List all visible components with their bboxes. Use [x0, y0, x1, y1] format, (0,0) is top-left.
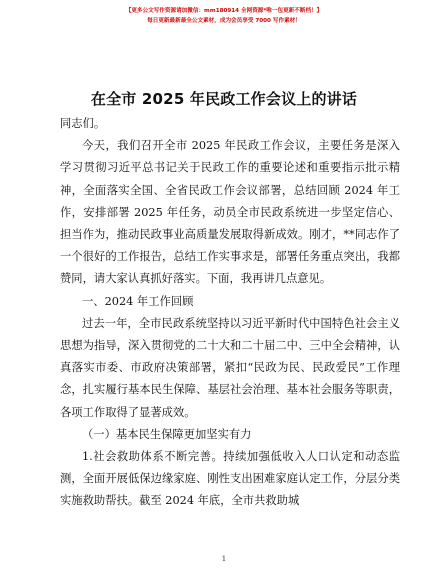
- page-number: 1: [221, 555, 227, 563]
- body-paragraph: 今天，我们召开全市 2025 年民政工作会议，主要任务是深入学习贯彻习近平总书记关于民政工作的重要论述和重要指示批示精神，全面落实全国、全省民政工作会议部署，总结回顾 2024 年工作，安排部署 2025 年任务，动员全市民政系统进一步坚定信心、担当作为，推动民政事业高质量发展取得新成效。刚才，**同志作了一个很好的工作报告，总结工作实事求是，部署任务重点突出，我都赞同，请大家认真抓好落实。下面，我再讲几点意见。: [60, 139, 400, 286]
- salutation: 同志们。: [60, 117, 106, 130]
- document-title: 在全市 2025 年民政工作会议上的讲话: [90, 90, 358, 108]
- body-paragraph: 1.社会救助体系不断完善。持续加强低收入人口认定和动态监测，全面开展低保边缘家庭、刚性支出困难家庭认定工作，分层分类实施救助帮扶。截至 2024 年底，全市共救助城: [60, 450, 400, 508]
- promo-line-1: 【更多公文写作资源请加微信：mm180914 全网资源*唯一包更新不断档！】: [125, 8, 323, 14]
- body-paragraph: 过去一年，全市民政系统坚持以习近平新时代中国特色社会主义思想为指导，深入贯彻党的二十大和二十届二中、三中全会精神，认真落实市委、市政府决策部署，紧扣“民政为民、民政爱民”工作理念，扎实履行基本民生保障、基层社会治理、基本社会服务等职责，各项工作取得了显著成效。: [60, 316, 400, 419]
- document-body: [60, 113, 400, 513]
- promo-banner: [0, 6, 448, 26]
- subsection-heading: （一）基本民生保障更加坚实有力: [82, 427, 252, 441]
- section-heading: 一、2024 年工作回顾: [82, 294, 194, 308]
- promo-line-2: 每日更新最新最全公文素材，成为会员享受 7000 写作素材！: [147, 18, 301, 24]
